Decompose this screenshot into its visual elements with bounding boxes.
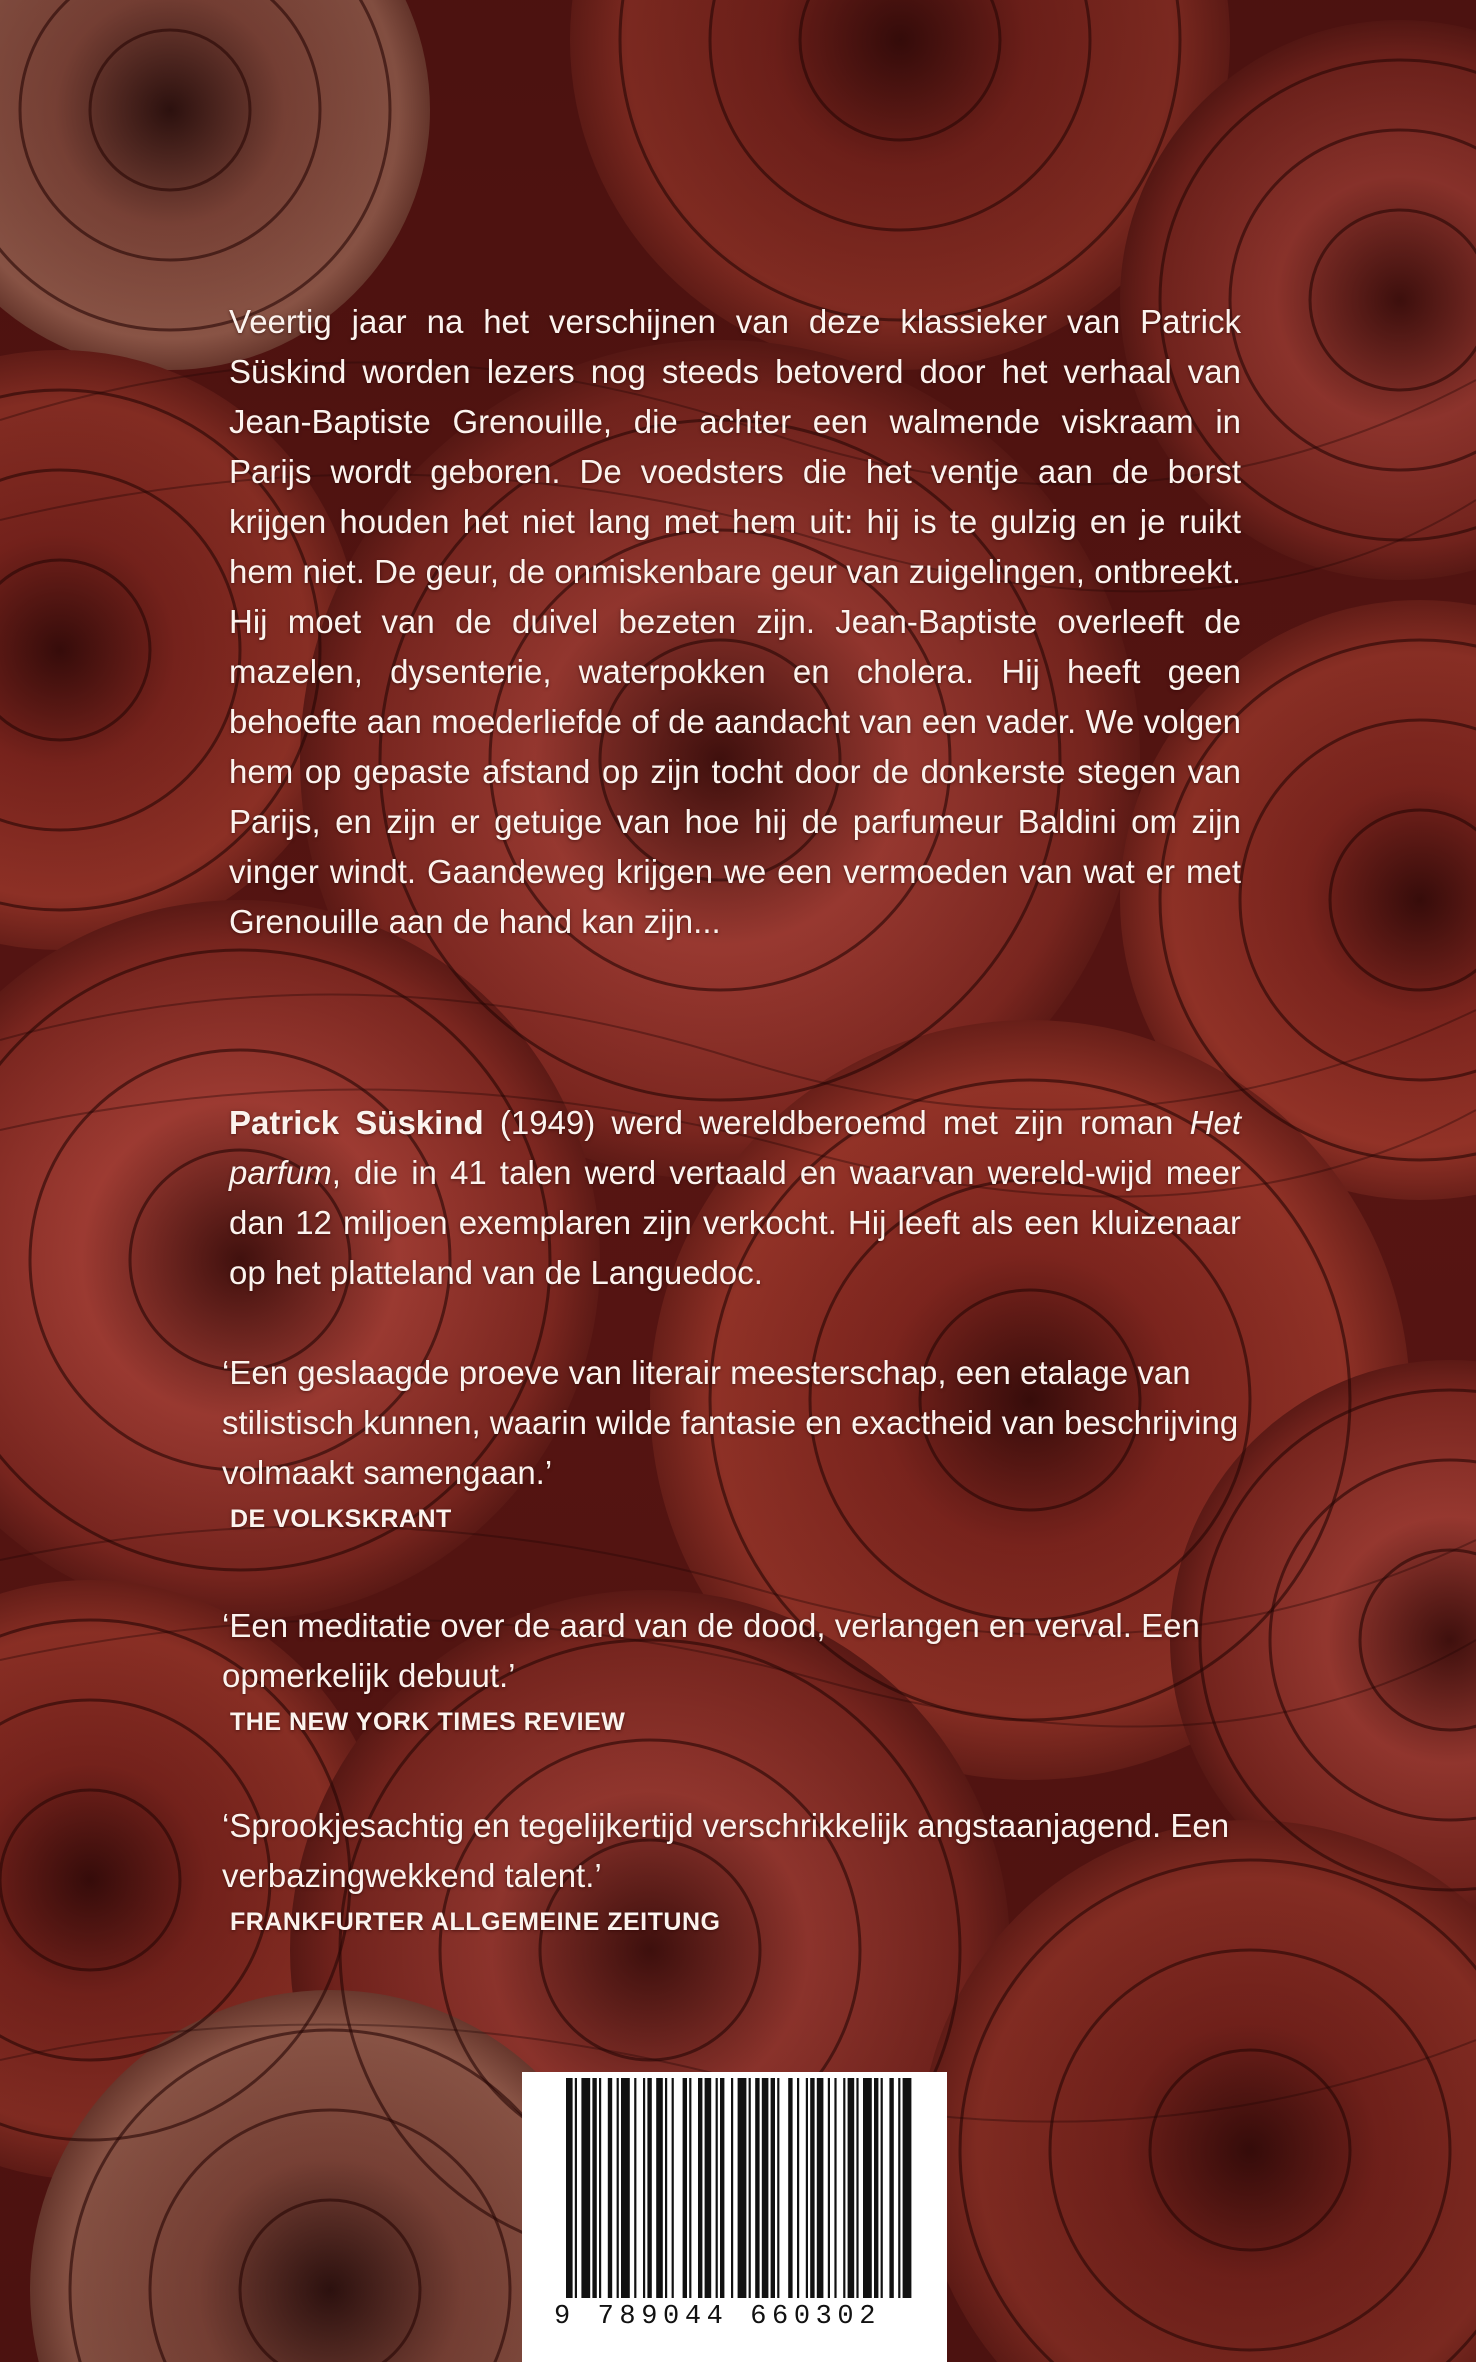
barcode-bar xyxy=(731,2078,733,2298)
barcode-bar xyxy=(881,2078,883,2298)
barcode-bar xyxy=(656,2078,663,2298)
barcode-bar xyxy=(797,2078,799,2298)
review-quote-3 xyxy=(222,1801,1252,1939)
barcode-bar xyxy=(698,2078,702,2298)
barcode-bar xyxy=(617,2078,619,2298)
barcode-bar xyxy=(738,2078,747,2298)
barcode-bar xyxy=(771,2078,775,2298)
barcode-bar xyxy=(856,2078,858,2298)
barcode-bar xyxy=(810,2078,814,2298)
barcode-bar xyxy=(689,2078,691,2298)
barcode-bar xyxy=(874,2078,878,2298)
barcode-bar xyxy=(788,2078,792,2298)
barcode-bar xyxy=(621,2078,630,2298)
review-source: THE NEW YORK TIMES REVIEW xyxy=(230,1708,626,1736)
author-name: Patrick Süskind xyxy=(229,1104,484,1141)
barcode-bar xyxy=(848,2078,855,2298)
review-quote-text: ‘Een meditatie over de aard van de dood, verlangen en verval. Een opmerkelijk debuut.’ xyxy=(222,1607,1200,1694)
barcode-bar xyxy=(672,2078,674,2298)
barcode-bar xyxy=(575,2078,577,2298)
author-bio-text-2: , die in 41 talen werd vertaald en waarvan wereld-wijd meer dan 12 miljoen exemplaren zijn verkocht. Hij leeft als een kluizenaar op het platteland van de Languedoc. xyxy=(229,1154,1241,1291)
barcode-bar xyxy=(720,2078,724,2298)
review-quote-text: ‘Sprookjesachtig en tegelijkertijd verschrikkelijk angstaanjagend. Een verbazingwekkend talent.’ xyxy=(222,1807,1230,1894)
barcode-bar xyxy=(762,2078,769,2298)
barcode-bar xyxy=(647,2078,651,2298)
barcode-bar xyxy=(806,2078,808,2298)
barcode-bar xyxy=(608,2078,612,2298)
barcode-bar xyxy=(683,2078,687,2298)
barcode-bar xyxy=(834,2078,836,2298)
barcode-bar xyxy=(705,2078,712,2298)
barcode-bar xyxy=(566,2078,573,2298)
author-bio-text-1: (1949) werd wereldberoemd met zijn roman xyxy=(483,1104,1190,1141)
barcode-bar xyxy=(863,2078,872,2298)
isbn-number: 9 789044 660302 xyxy=(554,2302,882,2332)
review-source: FRANKFURTER ALLGEMEINE ZEITUNG xyxy=(230,1908,721,1936)
author-bio xyxy=(229,1098,1241,1298)
book-blurb: Veertig jaar na het verschijnen van deze klassieker van Patrick Süskind worden lezers nog steeds betoverd door het verhaal van Jean-Baptiste Grenouille, die achter een walmende viskraam in Parijs wordt geboren. De voedsters die het ventje aan de borst krijgen houden het niet lang met hem uit: hij is te gulzig en je ruikt hem niet. De geur, de onmiskenbare geur van zuigelingen, ontbreekt. Hij moet van de duivel bezeten zijn. Jean-Baptiste overleeft de mazelen, dysenterie, waterpokken en cholera. Hij heeft geen behoefte aan moederliefde of de aandacht van een vader. We volgen hem op gepaste afstand op zijn tocht door de donkerste stegen van Parijs, en zijn er getuige van hoe hij de parfumeur Baldini om zijn vinger windt. Gaandeweg krijgen we een vermoeden van wat er met Grenouille aan de hand kan zijn... xyxy=(229,303,1241,940)
barcode-bar xyxy=(777,2078,779,2298)
isbn-barcode xyxy=(522,2072,947,2362)
barcode-bar xyxy=(749,2078,751,2298)
barcode-bar xyxy=(898,2078,900,2298)
review-quote-2 xyxy=(222,1601,1252,1739)
barcode-bar xyxy=(889,2078,893,2298)
barcode-bar xyxy=(599,2078,601,2298)
review-source: DE VOLKSKRANT xyxy=(230,1505,452,1533)
barcode-bar xyxy=(903,2078,912,2298)
review-quote-1 xyxy=(222,1348,1252,1536)
barcode-bar xyxy=(843,2078,845,2298)
barcode-bar xyxy=(643,2078,645,2298)
barcode-bar xyxy=(634,2078,636,2298)
barcode-bar xyxy=(828,2078,830,2298)
barcode-bar xyxy=(581,2078,590,2298)
book-title: Het parfum xyxy=(229,1104,1241,1191)
barcode-bar xyxy=(592,2078,596,2298)
review-quote-text: ‘Een geslaagde proeve van literair meesterschap, een etalage van stilistisch kunnen, waarin wilde fantasie en exactheid van beschrijving volmaakt samengaan.’ xyxy=(222,1354,1239,1491)
barcode-bar xyxy=(755,2078,759,2298)
barcode-bar xyxy=(665,2078,667,2298)
barcode-bar xyxy=(716,2078,718,2298)
barcode-bar xyxy=(817,2078,824,2298)
